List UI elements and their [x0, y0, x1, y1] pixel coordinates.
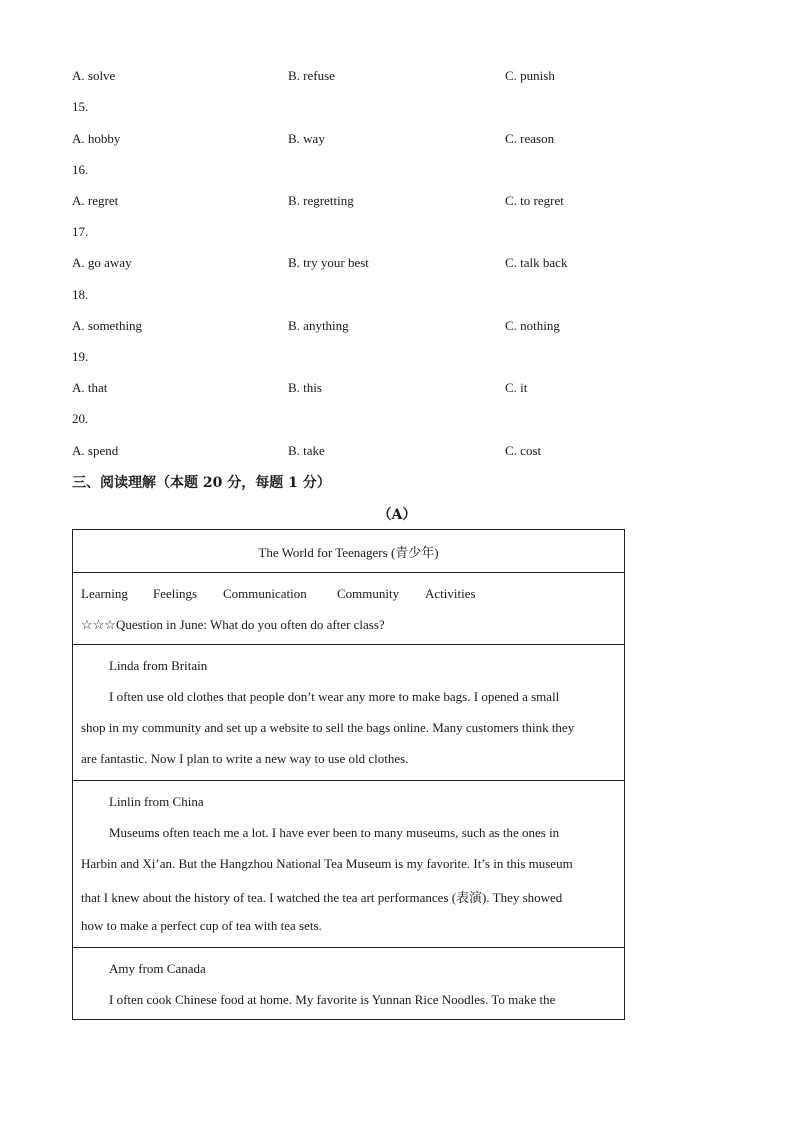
- option-c: C. reason: [505, 131, 555, 146]
- option-c: C. nothing: [505, 318, 560, 333]
- entry-line: how to make a perfect cup of tea with tea sets.: [81, 918, 322, 933]
- option-b: B. anything: [288, 318, 349, 333]
- entry-linda: [73, 645, 624, 781]
- entry-amy: [73, 948, 624, 1021]
- entry-author: Linlin from China: [109, 794, 204, 809]
- nav-item-learning: Learning: [81, 586, 128, 601]
- option-b: B. take: [288, 443, 325, 458]
- options-row-19: [72, 380, 672, 400]
- option-b: B. way: [288, 131, 325, 146]
- option-c: C. cost: [505, 443, 542, 458]
- nav-item-activities: Activities: [425, 586, 476, 601]
- option-a: A. something: [72, 318, 143, 333]
- options-row-20: [72, 443, 672, 463]
- entry-linlin: [73, 781, 624, 948]
- option-a: A. solve: [72, 68, 116, 83]
- entry-line: shop in my community and set up a website to sell the bags online. Many customers think they: [81, 720, 575, 735]
- nav-item-feelings: Feelings: [153, 586, 198, 601]
- entry-line: that I knew about the history of tea. I watched the tea art performances (表演). They showed: [81, 890, 563, 905]
- options-row-18: [72, 318, 672, 338]
- table-title-cell: [73, 530, 624, 573]
- entry-line: are fantastic. Now I plan to write a new way to use old clothes.: [81, 751, 409, 766]
- nav-item-community: Community: [337, 586, 400, 601]
- passage-label: （A）: [377, 507, 417, 523]
- option-b: B. this: [288, 380, 322, 395]
- options-row-16: [72, 193, 672, 213]
- table-title: The World for Teenagers (青少年): [258, 545, 439, 560]
- option-a: A. that: [72, 380, 108, 395]
- question-number-15: 15.: [72, 99, 89, 114]
- options-row-14: [72, 68, 672, 88]
- option-a: A. spend: [72, 443, 119, 458]
- option-a: A. regret: [72, 193, 119, 208]
- entry-line: I often cook Chinese food at home. My favorite is Yunnan Rice Noodles. To make the: [109, 992, 556, 1007]
- reading-table: [72, 529, 625, 1020]
- question-number-16: 16.: [72, 162, 89, 177]
- option-b: B. try your best: [288, 255, 369, 270]
- entry-line: I often use old clothes that people don’t wear any more to make bags. I opened a small: [109, 689, 560, 704]
- section-title: 三、阅读理解（本题 20 分，每题 1 分）: [72, 475, 331, 491]
- option-b: B. regretting: [288, 193, 354, 208]
- option-b: B. refuse: [288, 68, 335, 83]
- monthly-question: ☆☆☆Question in June: What do you often do after class?: [81, 617, 385, 632]
- table-nav-cell: [73, 573, 624, 645]
- question-number-18: 18.: [72, 287, 89, 302]
- option-c: C. talk back: [505, 255, 568, 270]
- nav-item-communication: Communication: [223, 586, 307, 601]
- question-number-20: 20.: [72, 411, 89, 426]
- entry-author: Amy from Canada: [109, 961, 206, 976]
- question-number-19: 19.: [72, 349, 89, 364]
- option-a: A. hobby: [72, 131, 121, 146]
- entry-author: Linda from Britain: [109, 658, 208, 673]
- entry-line: Harbin and Xi’an. But the Hangzhou National Tea Museum is my favorite. It’s in this museum: [81, 856, 573, 871]
- question-number-17: 17.: [72, 224, 89, 239]
- options-row-15: [72, 131, 672, 151]
- option-c: C. it: [505, 380, 528, 395]
- option-a: A. go away: [72, 255, 132, 270]
- options-row-17: [72, 255, 672, 275]
- option-c: C. punish: [505, 68, 555, 83]
- entry-line: Museums often teach me a lot. I have ever been to many museums, such as the ones in: [109, 825, 560, 840]
- option-c: C. to regret: [505, 193, 564, 208]
